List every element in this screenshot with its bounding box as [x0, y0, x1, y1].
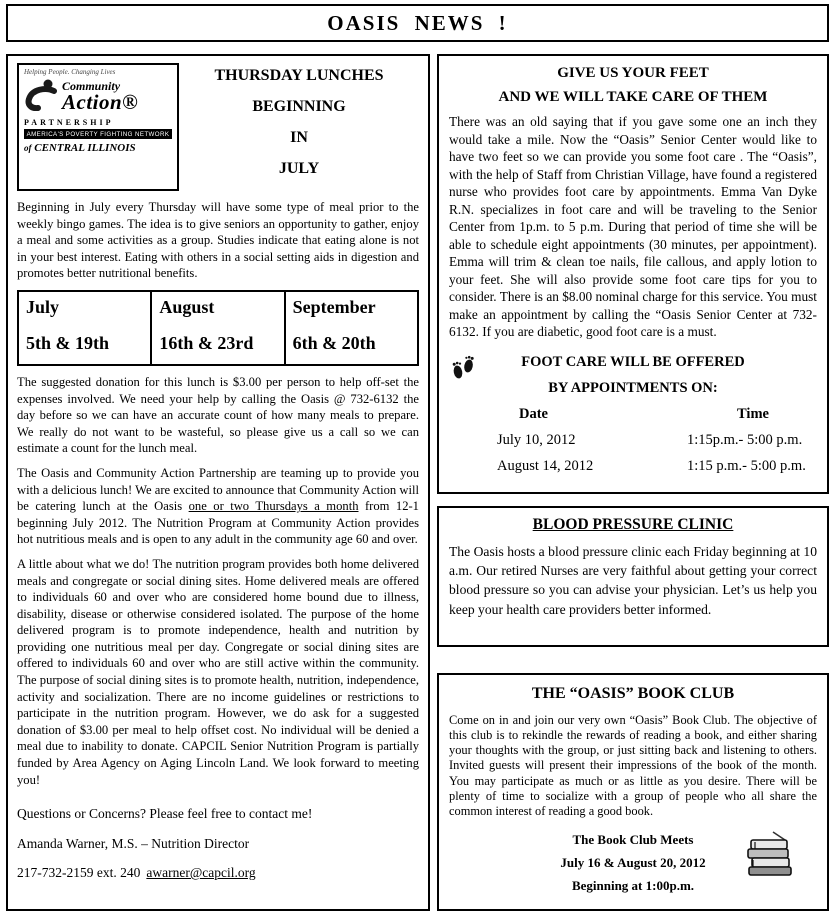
foot-care-offer-lines: [449, 354, 817, 397]
blood-pressure-title: BLOOD PRESSURE CLINIC: [532, 515, 734, 533]
logo-region-of: of: [24, 143, 32, 153]
logo-main: [24, 77, 172, 116]
logo-heading-row: [17, 63, 419, 191]
thursday-lunches-heading: [179, 63, 419, 191]
logo-partnership-line: PARTNERSHIP: [24, 118, 114, 127]
date-column-header: Date: [519, 405, 548, 422]
logo-region-name: CENTRAL ILLINOIS: [34, 142, 136, 154]
left-column: [6, 54, 430, 911]
contact-name: Amanda Warner, M.S. – Nutrition Director: [17, 835, 250, 851]
contact-email-link[interactable]: awarner@capcil.org: [146, 865, 256, 881]
heading-line-2: BEGINNING: [252, 98, 346, 115]
book-club-meets-line-1: The Book Club Meets: [572, 832, 694, 848]
schedule-days: 5th & 19th: [26, 332, 110, 353]
contact-phone: 217-732-2159 ext. 240: [17, 865, 141, 881]
appointment-date: July 10, 2012: [497, 431, 576, 448]
book-club-meets-line-3: Beginning at 1:00p.m.: [571, 878, 695, 894]
foot-care-offer-line-1: FOOT CARE WILL BE OFFERED: [521, 353, 745, 370]
logo-network-banner: AMERICA'S POVERTY FIGHTING NETWORK: [24, 129, 172, 139]
community-action-logo: [17, 63, 179, 191]
teaming-paragraph: [17, 465, 419, 548]
logo-word-action: Action®: [62, 90, 139, 114]
schedule-days: 16th & 23rd: [159, 332, 254, 353]
masthead: [6, 4, 829, 42]
heading-line-1: THURSDAY LUNCHES: [214, 67, 384, 84]
schedule-days: 6th & 20th: [292, 332, 376, 353]
appointment-time: 1:15p.m.- 5:00 p.m.: [687, 431, 803, 448]
teaming-text-after: from 12-1 beginning July 2012. The Nutrition Program at Community Action provides hot nutritious meals and is open to any adult in the community age 60 and over.: [17, 499, 419, 547]
right-column: [437, 54, 829, 911]
foot-care-offer-block: [449, 354, 817, 397]
book-club-meeting-info: [449, 832, 817, 894]
appointment-date: August 14, 2012: [497, 457, 594, 474]
book-club-section: [437, 673, 829, 911]
logo-word-community: Community: [62, 79, 121, 93]
teaming-text-before: The Oasis and Community Action Partnership are teaming up to provide you with a delicious lunch! We are excited to announce that Community Action will be catering lunch at the Oasis: [17, 465, 419, 514]
schedule-month: August: [159, 296, 215, 317]
logo-region-line: [24, 142, 172, 154]
contact-line: [17, 865, 419, 881]
appointment-row: [497, 458, 807, 475]
blood-pressure-paragraph: The Oasis hosts a blood pressure clinic each Friday beginning at 10 a.m. Our retired Nurses are very faithful about getting your correct blood pressure so you can advise your physician. Let’s us help you keep your health care providers better informed.: [449, 543, 817, 617]
newsletter-title: OASIS NEWS !: [327, 10, 508, 35]
foot-care-offer-line-2: BY APPOINTMENTS ON:: [548, 379, 718, 396]
book-club-title: THE “OASIS” BOOK CLUB: [531, 684, 735, 702]
foot-care-appointments-table: [497, 406, 807, 475]
questions-line: Questions or Concerns? Please feel free to contact me!: [17, 806, 313, 822]
about-paragraph: A little about what we do! The nutrition program provides both home delivered meals and congregate or social dining sites. Home delivered meals are offered to individuals 60 and over who are considered home bound due to illness, disability, disease or otherwise considered isolated. The purpose of the home delivered program is to promote independence, health and nutrition by providing one nutritious meal per day. Congregate or social dining sites are offered to individuals 60 and over who are still active within the community. The purpose of social dining sites is to promote health, nutrition, independence, activity and socialization. There are no income guidelines or restrictions to participate in the nutrition program. However, we do ask for a suggested donation of $3.00 per meal to help offset cost. No individual will be denied a meal due to inability to donate. CAPCIL Senior Nutrition Program is partially funded by Area Agency on Aging Lincoln Land. We look forward to meeting you!: [17, 556, 419, 787]
donation-paragraph: The suggested donation for this lunch is $3.00 per person to help off-set the expenses involved. We need your help by calling the Oasis @ 732-6132 the day before so we can have an accurate count of how many meals to prepare. We really do not want to be wasteful, so please give us a call so we can estimate a count for the lunch meal.: [17, 374, 419, 456]
logo-tagline: Helping People. Changing Lives: [24, 68, 116, 76]
content-columns: [6, 54, 829, 911]
schedule-cell-july: [19, 292, 152, 364]
book-club-meets-line-2: July 16 & August 20, 2012: [560, 855, 706, 871]
heading-line-4: JULY: [278, 160, 320, 177]
logo-wordmark: [62, 80, 138, 113]
lunch-intro-paragraph: Beginning in July every Thursday will have some type of meal prior to the weekly bingo games. The idea is to give seniors an opportunity to gather, enjoy a meal and some activities as a group. Studies indicate that eating alone is not in your best interest. Eating with others in a social setting aids in digestion and promotes better nutritional benefits.: [17, 200, 419, 281]
appointments-header-row: [497, 406, 807, 423]
heading-line-3: IN: [290, 129, 308, 146]
teaming-underlined-phrase: one or two Thursdays a month: [188, 499, 359, 514]
foot-care-title-line-1: GIVE US YOUR FEET: [557, 65, 709, 81]
schedule-cell-august: [152, 292, 285, 364]
schedule-month: July: [26, 296, 60, 317]
schedule-cell-september: [286, 292, 417, 364]
footprints-icon: [451, 354, 475, 387]
schedule-month: September: [292, 296, 376, 317]
foot-care-title-line-2: AND WE WILL TAKE CARE OF THEM: [498, 89, 768, 105]
blood-pressure-section: [437, 506, 829, 647]
lunch-schedule-table: [17, 290, 419, 366]
person-swoosh-icon: [24, 77, 58, 116]
time-column-header: Time: [737, 405, 769, 422]
appointment-time: 1:15 p.m.- 5:00 p.m.: [687, 457, 806, 474]
foot-care-section: [437, 54, 829, 494]
stack-of-books-icon: [743, 830, 795, 880]
book-club-paragraph: Come on in and join our very own “Oasis” Book Club. The objective of this club is to rekindle the rewards of reading a book, and either sharing your thoughts with the group, or just sitting back and listening to others. Invited guests will present their impressions of the book of the month. You may participate as much or as little as you desire. There will be plenty of time to socialize with a group of people who all share the common interest of reading a good book.: [449, 712, 817, 819]
foot-care-paragraph: There was an old saying that if you gave some one an inch they would take a mile. Now the “Oasis” Senior Center would like to have two feet so we can provide you some foot care . The “Oasis”, with the help of Staff from Christian Village, have found a registered nurse who provides foot care by appointments. Emma Van Dyke R.N. specializes in foot care and will be traveling to the Senior Center from 1p.m. to 5 p.m. During that period of time she will be able to schedule eight appointments (30 minutes, per appointment). Emma will trim & clean toe nails, file callous, and apply lotion to your feet. She will also provide some foot care tips for you to consider. There is an $8.00 nominal charge for this service. You must make an appointment by calling the “Oasis Senior Center at 732-6132. If you are diabetic, good foot care is a must.: [449, 114, 817, 339]
appointment-row: [497, 432, 807, 449]
